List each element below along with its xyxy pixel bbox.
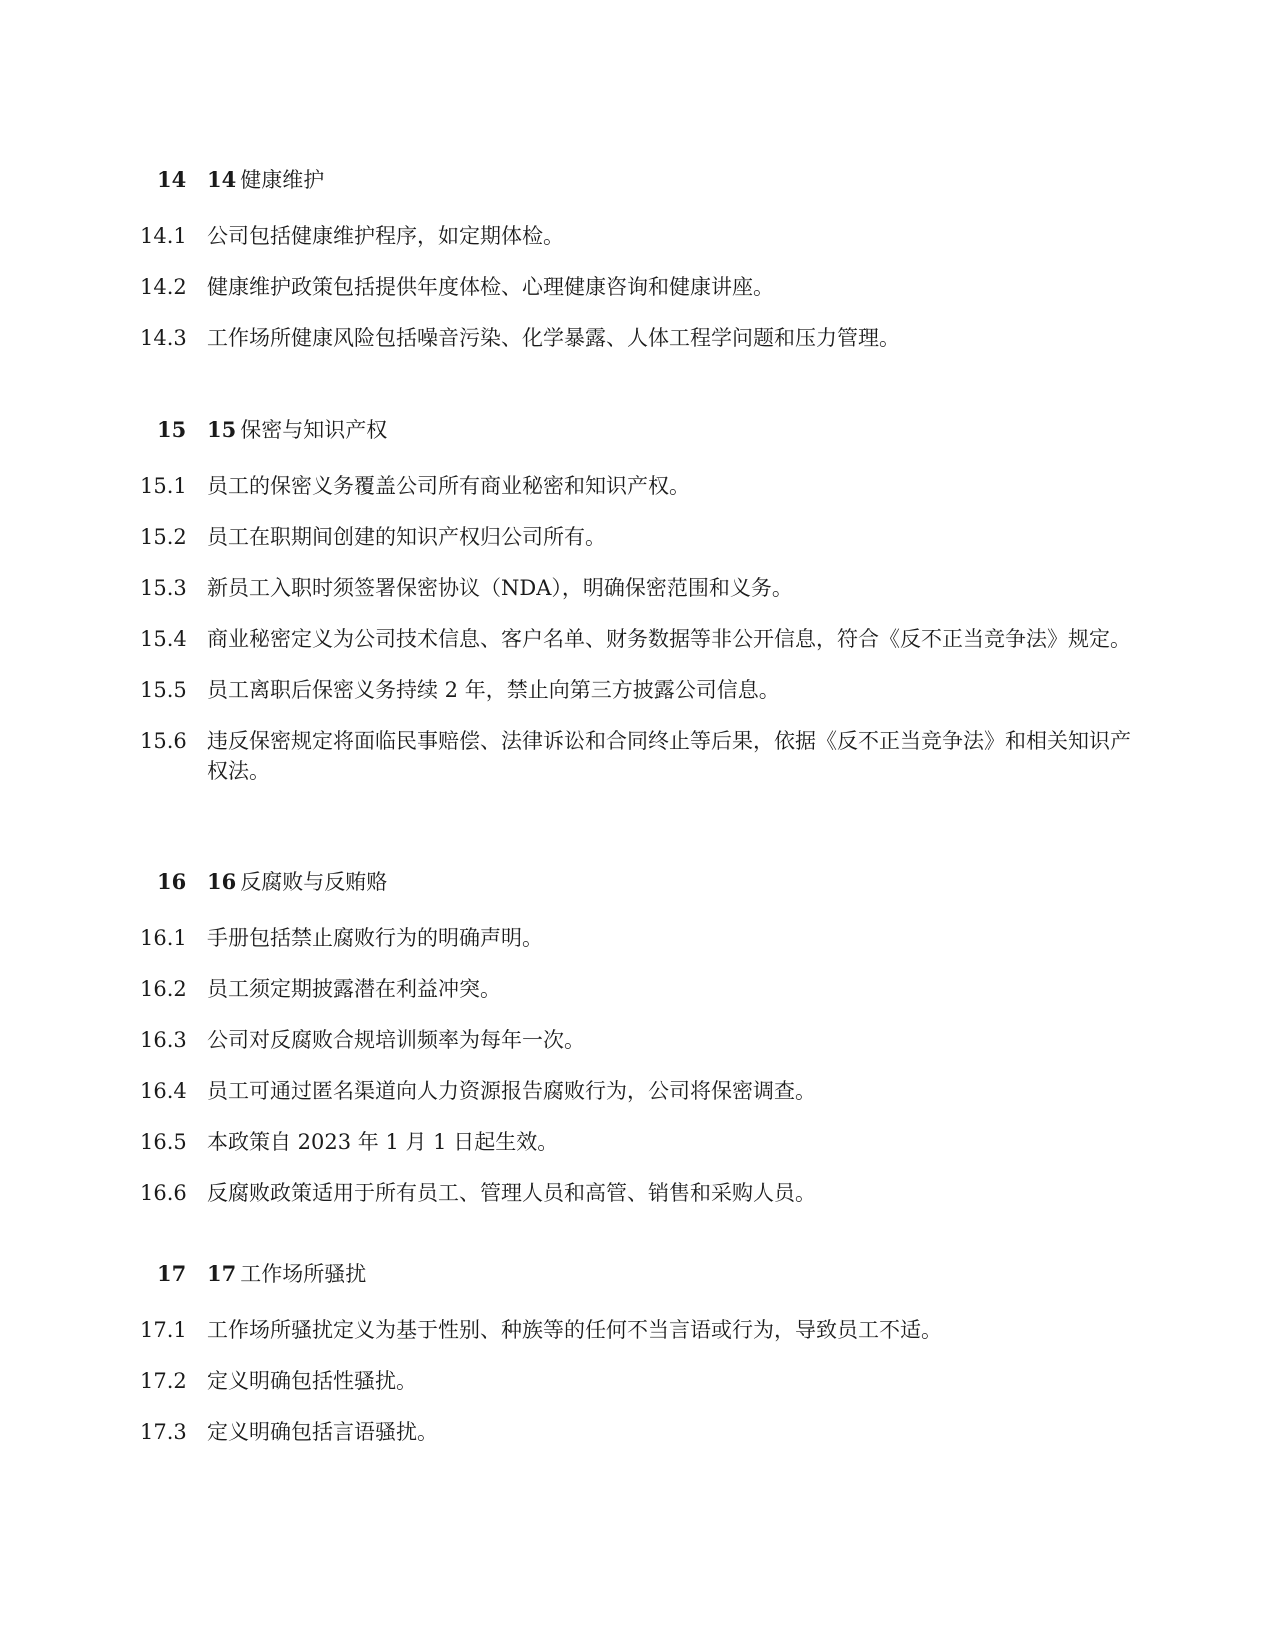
item-number: 14.3 [140,326,187,350]
item-text: 手册包括禁止腐败行为的明确声明。 [207,926,543,950]
section-title-prefix: 14 [207,167,237,192]
list-item [0,923,1275,953]
section-title-prefix: 16 [207,869,237,894]
item-number: 15.3 [140,576,187,600]
list-item [0,323,1275,353]
item-number: 16.2 [140,977,187,1001]
item-number: 15.4 [140,627,187,651]
item-text: 员工在职期间创建的知识产权归公司所有。 [207,525,606,549]
section-title-prefix: 17 [207,1261,237,1286]
item-text: 公司包括健康维护程序，如定期体检。 [207,224,564,248]
item-number: 15.5 [140,678,187,702]
item-number: 16.3 [140,1028,187,1052]
list-item [0,471,1275,501]
section-number: 16 [157,869,187,894]
section-17 [0,1254,1275,1447]
item-text: 新员工入职时须签署保密协议（NDA），明确保密范围和义务。 [207,576,793,600]
item-number: 17.1 [140,1318,187,1342]
list-item [0,675,1275,705]
section-number: 15 [157,417,187,442]
item-number: 17.2 [140,1369,187,1393]
list-item [0,726,1275,786]
section-title-prefix: 15 [207,417,237,442]
list-item [0,974,1275,1004]
section-14 [0,160,1275,353]
item-number: 16.5 [140,1130,187,1154]
item-number: 15.2 [140,525,187,549]
item-text: 健康维护政策包括提供年度体检、心理健康咨询和健康讲座。 [207,275,774,299]
item-text: 违反保密规定将面临民事赔偿、法律诉讼和合同终止等后果，依据《反不正当竞争法》和相关知识产权法。 [207,729,1131,783]
list-item [0,1178,1275,1208]
item-number: 15.6 [140,729,187,753]
section-title [207,862,387,902]
section-heading [0,410,1275,450]
section-heading [0,1254,1275,1294]
item-text: 员工离职后保密义务持续 2 年，禁止向第三方披露公司信息。 [207,678,780,702]
item-text: 定义明确包括言语骚扰。 [207,1420,438,1444]
section-number: 17 [157,1261,187,1286]
item-text: 本政策自 2023 年 1 月 1 日起生效。 [207,1130,559,1154]
list-item [0,221,1275,251]
item-number: 15.1 [140,474,187,498]
section-heading [0,862,1275,902]
section-title-text: 反腐败与反贿赂 [240,870,388,894]
item-text: 工作场所骚扰定义为基于性别、种族等的任何不当言语或行为，导致员工不适。 [207,1318,942,1342]
item-text: 反腐败政策适用于所有员工、管理人员和高管、销售和采购人员。 [207,1181,816,1205]
item-number: 14.1 [140,224,187,248]
list-item [0,522,1275,552]
section-title [207,1254,366,1294]
section-title [207,410,387,450]
section-heading [0,160,1275,200]
item-number: 16.6 [140,1181,187,1205]
list-item [0,1025,1275,1055]
item-text: 定义明确包括性骚扰。 [207,1369,417,1393]
list-item [0,272,1275,302]
list-item [0,1366,1275,1396]
item-text: 员工的保密义务覆盖公司所有商业秘密和知识产权。 [207,474,690,498]
item-text: 商业秘密定义为公司技术信息、客户名单、财务数据等非公开信息，符合《反不正当竞争法》规定。 [207,627,1131,651]
item-text: 员工须定期披露潜在利益冲突。 [207,977,501,1001]
list-item [0,573,1275,603]
item-text: 工作场所健康风险包括噪音污染、化学暴露、人体工程学问题和压力管理。 [207,326,900,350]
item-number: 14.2 [140,275,187,299]
item-number: 17.3 [140,1420,187,1444]
section-title-text: 工作场所骚扰 [240,1262,367,1286]
item-number: 16.1 [140,926,187,950]
list-item [0,1076,1275,1106]
section-16 [0,862,1275,1208]
list-item [0,1127,1275,1157]
list-item [0,1315,1275,1345]
item-number: 16.4 [140,1079,187,1103]
section-title [207,160,324,200]
item-text: 公司对反腐败合规培训频率为每年一次。 [207,1028,585,1052]
item-text: 员工可通过匿名渠道向人力资源报告腐败行为，公司将保密调查。 [207,1079,816,1103]
section-15 [0,410,1275,786]
section-number: 14 [157,167,187,192]
list-item [0,624,1275,654]
section-title-text: 保密与知识产权 [240,418,388,442]
section-title-text: 健康维护 [240,168,325,192]
list-item [0,1417,1275,1447]
